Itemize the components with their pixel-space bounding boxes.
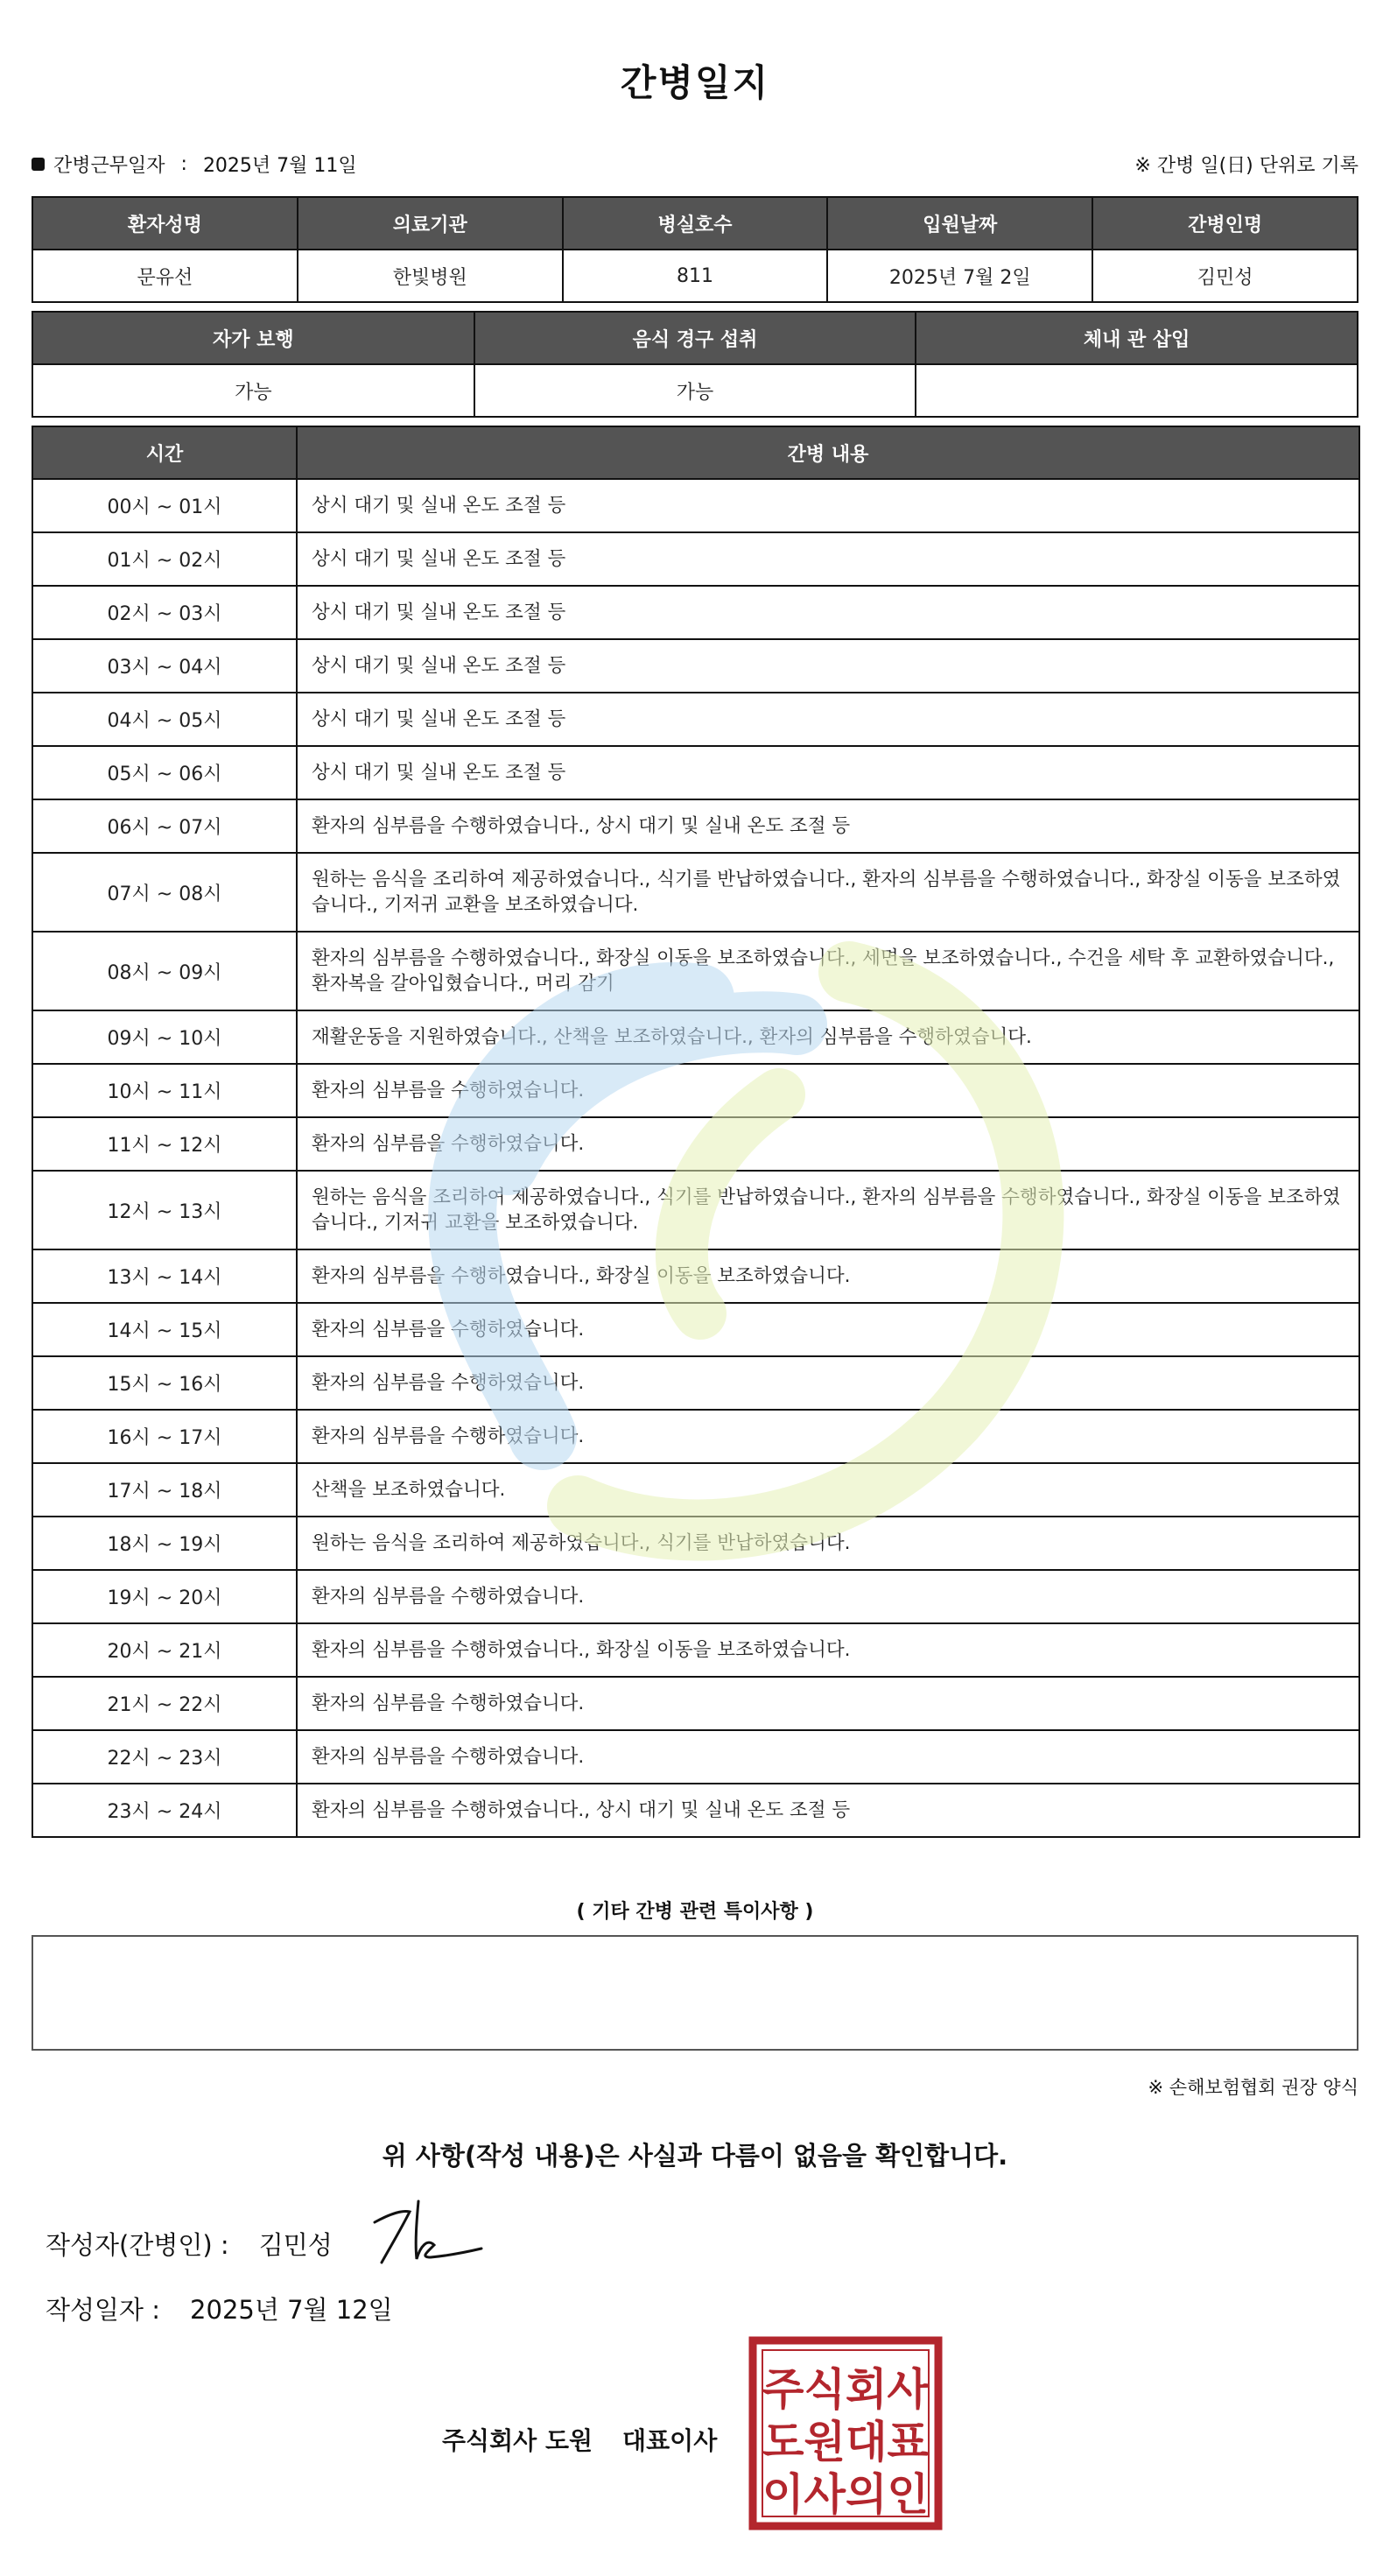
caregiver-name-value: 김민성: [1092, 250, 1358, 302]
header-patient-name: 환자성명: [32, 197, 298, 250]
care-log-row: [32, 1677, 1359, 1730]
care-log-content: 환자의 심부름을 수행하였습니다.: [297, 1570, 1359, 1623]
date-row: [46, 2291, 393, 2326]
work-date-value: 2025년 7월 11일: [202, 155, 357, 177]
care-log-time: 12시 ~ 13시: [32, 1171, 297, 1249]
care-log-content: 상시 대기 및 실내 온도 조절 등: [297, 532, 1359, 586]
care-log-time: 18시 ~ 19시: [32, 1517, 297, 1570]
writer-row: [46, 2226, 333, 2262]
care-log-content: 환자의 심부름을 수행하였습니다.: [297, 1117, 1359, 1171]
care-log-content: 재활운동을 지원하였습니다., 산책을 보조하였습니다., 환자의 심부름을 수행하였습니다.: [297, 1010, 1359, 1064]
care-log-time: 06시 ~ 07시: [32, 799, 297, 853]
care-log-time: 21시 ~ 22시: [32, 1677, 297, 1730]
care-log-time: 01시 ~ 02시: [32, 532, 297, 586]
care-log-row: [32, 1730, 1359, 1784]
patient-info-header-row: [32, 197, 1358, 250]
care-log-time: 10시 ~ 11시: [32, 1064, 297, 1117]
tube-insertion-value: [916, 364, 1358, 417]
confirmation-statement: 위 사항(작성 내용)은 사실과 다름이 없음을 확인합니다.: [382, 2141, 1008, 2171]
company-title: 대표이사: [622, 2426, 718, 2455]
care-log-time: 00시 ~ 01시: [32, 479, 297, 532]
header-room-number: 병실호수: [563, 197, 828, 250]
care-log-content: 상시 대기 및 실내 온도 조절 등: [297, 693, 1359, 746]
care-log-content: 환자의 심부름을 수행하였습니다.: [297, 1677, 1359, 1730]
notes-caption: ( 기타 간병 관련 특이사항 ): [576, 1901, 814, 1923]
header-hospital: 의료기관: [298, 197, 563, 250]
document-title: 간병일지: [620, 61, 770, 104]
hospital-value: 한빛병원: [298, 250, 563, 302]
header-caregiver-name: 간병인명: [1092, 197, 1358, 250]
care-log-content: 환자의 심부름을 수행하였습니다.: [297, 1356, 1359, 1410]
care-log-content: 환자의 심부름을 수행하였습니다.: [297, 1064, 1359, 1117]
care-log-row: [32, 746, 1359, 799]
notes-box[interactable]: [32, 1935, 1358, 2051]
care-log-header-row: [32, 426, 1359, 479]
care-log-row: [32, 479, 1359, 532]
meta-row: [32, 151, 1358, 182]
writer-name: 김민성: [258, 2230, 333, 2260]
care-log-content: 환자의 심부름을 수행하였습니다., 화장실 이동을 보조하였습니다., 세면을 보조하였습니다., 수건을 세탁 후 교환하였습니다., 환자복을 갈아입혔습니다., 머리 감기: [297, 932, 1359, 1010]
care-log-time: 13시 ~ 14시: [32, 1249, 297, 1303]
company-name: 주식회사 도원: [442, 2426, 593, 2455]
date-value: 2025년 7월 12일: [190, 2295, 393, 2325]
care-log-time: 23시 ~ 24시: [32, 1784, 297, 1837]
header-time: 시간: [32, 426, 297, 479]
care-log-content: 상시 대기 및 실내 온도 조절 등: [297, 639, 1359, 693]
care-log-row: [32, 586, 1359, 639]
room-number-value: 811: [563, 250, 828, 302]
patient-name-value: 문유선: [32, 250, 298, 302]
patient-status-table: [32, 311, 1358, 418]
header-oral-intake: 음식 경구 섭취: [474, 312, 916, 364]
oral-intake-value: 가능: [474, 364, 916, 417]
care-log-time: 16시 ~ 17시: [32, 1410, 297, 1463]
care-log-time: 20시 ~ 21시: [32, 1623, 297, 1677]
care-log-content: 상시 대기 및 실내 온도 조절 등: [297, 479, 1359, 532]
care-log-content: 환자의 심부름을 수행하였습니다.: [297, 1303, 1359, 1356]
company-seal: [748, 2336, 943, 2530]
patient-status-value-row: [32, 364, 1358, 417]
signature: [366, 2194, 488, 2273]
seal-line-3: 이사의인: [762, 2469, 929, 2520]
admission-date-value: 2025년 7월 2일: [827, 250, 1092, 302]
care-log-time: 02시 ~ 03시: [32, 586, 297, 639]
care-log-time: 22시 ~ 23시: [32, 1730, 297, 1784]
patient-info-table: [32, 196, 1358, 303]
care-log-time: 08시 ~ 09시: [32, 932, 297, 1010]
care-log-time: 05시 ~ 06시: [32, 746, 297, 799]
header-care-content: 간병 내용: [297, 426, 1359, 479]
header-self-walking: 자가 보행: [32, 312, 474, 364]
care-log-time: 03시 ~ 04시: [32, 639, 297, 693]
care-log-time: 09시 ~ 10시: [32, 1010, 297, 1064]
work-date-sep: :: [180, 153, 187, 175]
work-date-label: 간병근무일자: [53, 155, 165, 177]
care-log-time: 11시 ~ 12시: [32, 1117, 297, 1171]
unit-note: ※ 간병 일(日) 단위로 기록: [1134, 155, 1358, 177]
header-admission-date: 입원날짜: [827, 197, 1092, 250]
header-tube-insertion: 체내 관 삽입: [916, 312, 1358, 364]
self-walking-value: 가능: [32, 364, 474, 417]
care-log-row: [32, 532, 1359, 586]
care-log-content: 환자의 심부름을 수행하였습니다., 화장실 이동을 보조하였습니다.: [297, 1249, 1359, 1303]
care-log-content: 환자의 심부름을 수행하였습니다., 상시 대기 및 실내 온도 조절 등: [297, 1784, 1359, 1837]
writer-label: 작성자(간병인) :: [46, 2230, 229, 2260]
care-log-time: 17시 ~ 18시: [32, 1463, 297, 1517]
care-log-content: 환자의 심부름을 수행하였습니다.: [297, 1730, 1359, 1784]
care-log-content: 환자의 심부름을 수행하였습니다., 상시 대기 및 실내 온도 조절 등: [297, 799, 1359, 853]
care-log-row: [32, 799, 1359, 853]
care-log-time: 14시 ~ 15시: [32, 1303, 297, 1356]
company-row: [442, 2422, 717, 2457]
seal-line-2: 도원대표: [762, 2417, 930, 2467]
care-log-content: 환자의 심부름을 수행하였습니다., 화장실 이동을 보조하였습니다.: [297, 1623, 1359, 1677]
care-log-content: 원하는 음식을 조리하여 제공하였습니다., 식기를 반납하였습니다., 환자의 심부름을 수행하였습니다., 화장실 이동을 보조하였습니다., 기저귀 교환을 보조하였습니다.: [297, 1171, 1359, 1249]
care-log-row: [32, 1784, 1359, 1837]
recommended-form-note: ※ 손해보험협회 권장 양식: [1148, 2077, 1358, 2098]
bullet-square-icon: [32, 158, 45, 171]
care-log-row: [32, 639, 1359, 693]
care-log-row: [32, 1623, 1359, 1677]
care-log-time: 07시 ~ 08시: [32, 853, 297, 932]
care-log-content: 산책을 보조하였습니다.: [297, 1463, 1359, 1517]
patient-status-header-row: [32, 312, 1358, 364]
care-log-time: 15시 ~ 16시: [32, 1356, 297, 1410]
care-log-row: [32, 693, 1359, 746]
seal-line-1: 주식회사: [762, 2364, 930, 2415]
care-log-content: 원하는 음식을 조리하여 제공하였습니다., 식기를 반납하였습니다., 환자의 심부름을 수행하였습니다., 화장실 이동을 보조하였습니다., 기저귀 교환을 보조하였습니다.: [297, 853, 1359, 932]
care-log-content: 상시 대기 및 실내 온도 조절 등: [297, 746, 1359, 799]
date-label: 작성일자 :: [46, 2295, 161, 2325]
care-log-content: 원하는 음식을 조리하여 제공하였습니다., 식기를 반납하였습니다.: [297, 1517, 1359, 1570]
care-log-time: 19시 ~ 20시: [32, 1570, 297, 1623]
care-log-content: 환자의 심부름을 수행하였습니다.: [297, 1410, 1359, 1463]
care-log-time: 04시 ~ 05시: [32, 693, 297, 746]
patient-info-value-row: [32, 250, 1358, 302]
care-log-content: 상시 대기 및 실내 온도 조절 등: [297, 586, 1359, 639]
work-date-group: [32, 151, 357, 178]
watermark-logo: [289, 876, 1129, 1594]
